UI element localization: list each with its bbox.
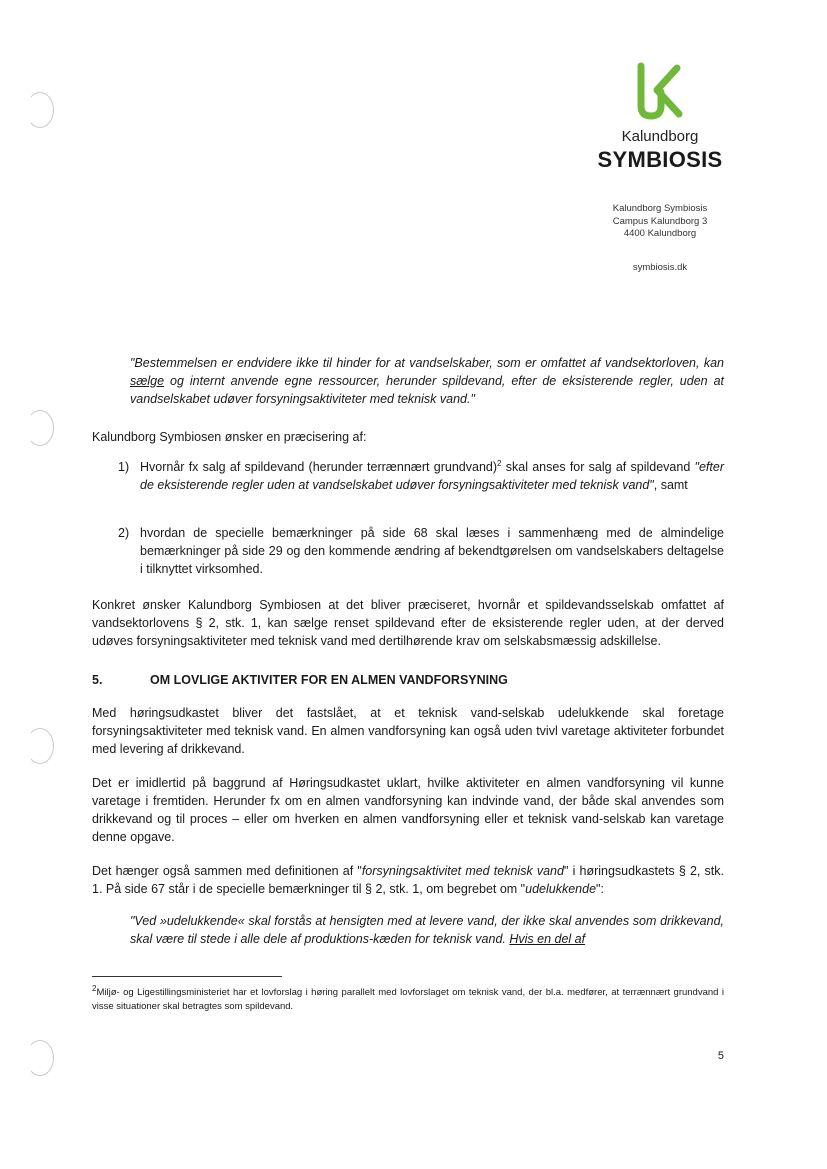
paragraph: Med høringsudkastet bliver det fastslået, at et teknisk vand-selskab udelukkende skal foretage forsyningsaktiviteter med teknisk vand. En almen vandforsyning kan også uden tvivl varetage aktiviteter forbundet med levering af drikkevand. bbox=[92, 706, 724, 756]
footnote-text: Miljø- og Ligestillingsministeriet har et lovforslag i høring parallelt med lovforslaget om teknisk vand, der bl.a. medfører, at terrænnært grundvand i visse situationer skal betragtes som spildevand. bbox=[92, 987, 724, 1012]
list-item bbox=[118, 458, 724, 494]
page-number: 5 bbox=[717, 1050, 724, 1062]
sender-address bbox=[560, 203, 760, 241]
quote-paragraph bbox=[130, 912, 724, 948]
quote-text: "Ved »udelukkende« skal forstås at hensigten med at levere vand, der ikke skal anvendes som drikkevand, skal være til stede i alle dele af produktions-kæden for teknisk vand. bbox=[130, 914, 724, 946]
paragraph-text: " i høringsudkastets § 2, stk. 1. På side 67 står i de specielle bemærkninger til § 2, stk. 1, om begrebet om " bbox=[92, 864, 724, 896]
footnote-divider bbox=[92, 976, 282, 977]
paragraph-text: Det hænger også sammen med definitionen af " bbox=[92, 864, 362, 878]
intro-line: Kalundborg Symbiosen ønsker en præcisering af: bbox=[92, 430, 367, 444]
ks-logo-icon bbox=[633, 62, 687, 124]
paragraph-italic: udelukkende bbox=[525, 882, 597, 896]
kalundborg-symbiosis-logo bbox=[560, 62, 760, 173]
section-number: 5. bbox=[92, 673, 103, 687]
section-heading bbox=[92, 673, 724, 687]
quote-text: "Bestemmelsen er endvidere ikke til hinder for at vandselskaber, som er omfattet af vandsektorloven, kan bbox=[130, 356, 724, 370]
quote-underlined: Hvis en del af bbox=[509, 932, 586, 946]
list-item bbox=[118, 524, 724, 578]
list-text: , samt bbox=[653, 478, 688, 492]
quote-text: og internt anvende egne ressourcer, herunder spildevand, efter de eksisterende regler, uden at vandselskabet udøver forsyningsaktiviteter med teknisk vand." bbox=[130, 374, 724, 406]
footnote-ref: 2 bbox=[497, 458, 502, 468]
list-text: skal anses for salg af spildevand bbox=[501, 460, 695, 474]
binder-hole bbox=[26, 1040, 54, 1076]
brand-line1: Kalundborg bbox=[621, 128, 699, 145]
address-name: Kalundborg Symbiosis bbox=[612, 203, 708, 214]
binder-hole bbox=[26, 410, 54, 446]
paragraph: Det er imidlertid på baggrund af Høringsudkastet uklart, hvilke aktiviteter en almen vandforsyning vil kunne varetage i fremtiden. Herunder fx om en almen vandforsyning kan indvinde vand, der både skal anvendes som drikkevand og til proces – eller om hverken en almen vandforsyning eller et teknisk vand-selskab kan varetage denne opgave. bbox=[92, 776, 724, 844]
brand-line2: SYMBIOSIS bbox=[597, 147, 723, 172]
website: symbiosis.dk bbox=[632, 262, 688, 273]
paragraph-italic: forsyningsaktivitet med teknisk vand bbox=[361, 864, 564, 878]
binder-hole bbox=[26, 728, 54, 764]
paragraph-text: ": bbox=[596, 882, 604, 896]
footnote bbox=[92, 983, 724, 1014]
section-title: OM LOVLIGE AKTIVITER FOR EN ALMEN VANDFORSYNING bbox=[150, 673, 508, 687]
list-italic: "efter de eksisterende regler uden at vandselskabet udøver forsyningsaktiviteter med teknisk vand" bbox=[140, 460, 724, 492]
list-text: hvordan de specielle bemærkninger på side 68 skal læses i sammenhæng med de almindelige bemærkninger på side 29 og den kommende ændring af bekendtgørelsen om vandselskabers deltagelse i tilknyttet virksomhed. bbox=[140, 526, 724, 576]
quote-underlined: sælge bbox=[130, 374, 165, 388]
paragraph: Konkret ønsker Kalundborg Symbiosen at det bliver præciseret, hvornår et spildevandsselskab omfattet af vandsektorlovens § 2, stk. 1, kan sælge renset spildevand efter de eksisterende regler uden, at der derved udøves forsyningsaktiviteter med teknisk vand med dertilhørende krav om selskabsmæssig adskillelse. bbox=[92, 598, 724, 648]
paragraph bbox=[92, 862, 724, 898]
list-text: Hvornår fx salg af spildevand (herunder terrænnært grundvand) bbox=[140, 460, 498, 474]
address-street: Campus Kalundborg 3 bbox=[612, 215, 708, 227]
footnote-number: 2 bbox=[92, 983, 97, 993]
binder-hole bbox=[26, 92, 54, 128]
quote-paragraph bbox=[130, 354, 724, 408]
list-number: 2) bbox=[118, 526, 130, 540]
address-city: 4400 Kalundborg bbox=[623, 228, 697, 239]
list-number: 1) bbox=[118, 460, 130, 474]
